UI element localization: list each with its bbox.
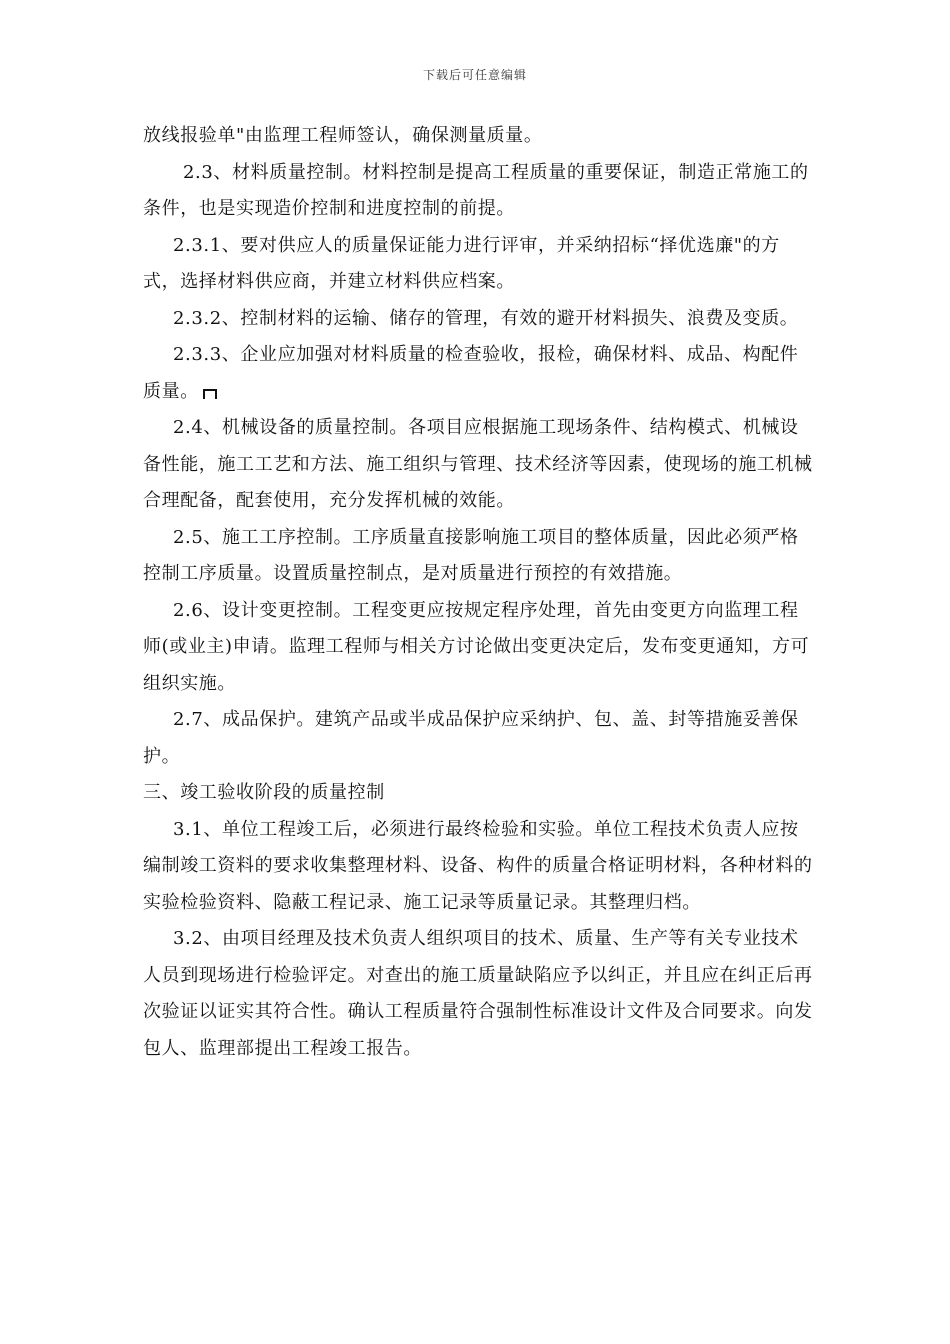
paragraph-2-3-2: 2.3.2、控制材料的运输、储存的管理，有效的避开材料损失、浪费及变质。 — [173, 307, 799, 329]
paragraph-2-7: 2.7、成品保护。建筑产品或半成品保护应采纳护、包、盖、封等措施妥善保护。 — [143, 709, 799, 767]
paragraph-2-3-3 — [143, 337, 813, 410]
paragraph-3-2: 3.2、由项目经理及技术负责人组织项目的技术、质量、生产等有关专业技术人员到现场进行检验评定。对查出的施工质量缺陷应予以纠正，并且应在纠正后再次验证以证实其符合性。确认工程质量符合强制性标准设计文件及合同要求。向发包人、监理部提出工程竣工报告。 — [143, 928, 813, 1059]
paragraph-2-3-1: 2.3.1、要对供应人的质量保证能力进行评审，并采纳招标“择优选廉"的方式，选择材料供应商，并建立材料供应档案。 — [143, 234, 780, 292]
paragraph-2-6: 2.6、设计变更控制。工程变更应按规定程序处理，首先由变更方向监理工程师(或业主)申请。监理工程师与相关方讨论做出变更决定后，发布变更通知，方可组织实施。 — [143, 599, 810, 694]
document-body — [143, 118, 813, 1067]
paragraph-2-3-3-text: 2.3.3、企业应加强对材料质量的检查验收，报检，确保材料、成品、构配件质量。 — [143, 344, 799, 402]
paragraph-2-4: 2.4、机械设备的质量控制。各项目应根据施工现场条件、结构模式、机械设备性能，施工工艺和方法、施工组织与管理、技术经济等因素，使现场的施工机械合理配备，配套使用，充分发挥机械的效能。 — [143, 417, 813, 511]
paragraph-survey-approval: 放线报验单"由监理工程师签认，确保测量质量。 — [143, 125, 543, 146]
paragraph-2-5: 2.5、施工工序控制。工序质量直接影响施工项目的整体质量，因此必须严格控制工序质量。设置质量控制点，是对质量进行预控的有效措施。 — [143, 526, 799, 584]
edit-mark-icon — [201, 387, 219, 399]
section-heading-3: 三、竣工验收阶段的质量控制 — [143, 782, 385, 803]
header-note: 下载后可任意编辑 — [422, 68, 527, 82]
paragraph-2-3: 2.3、材料质量控制。材料控制是提高工程质量的重要保证，制造正常施工的条件，也是实现造价控制和进度控制的前提。 — [143, 161, 809, 219]
paragraph-3-1: 3.1、单位工程竣工后，必须进行最终检验和实验。单位工程技术负责人应按编制竣工资料的要求收集整理材料、设备、构件的质量合格证明材料，各种材料的实验检验资料、隐蔽工程记录、施工记录等质量记录。其整理归档。 — [143, 818, 813, 913]
